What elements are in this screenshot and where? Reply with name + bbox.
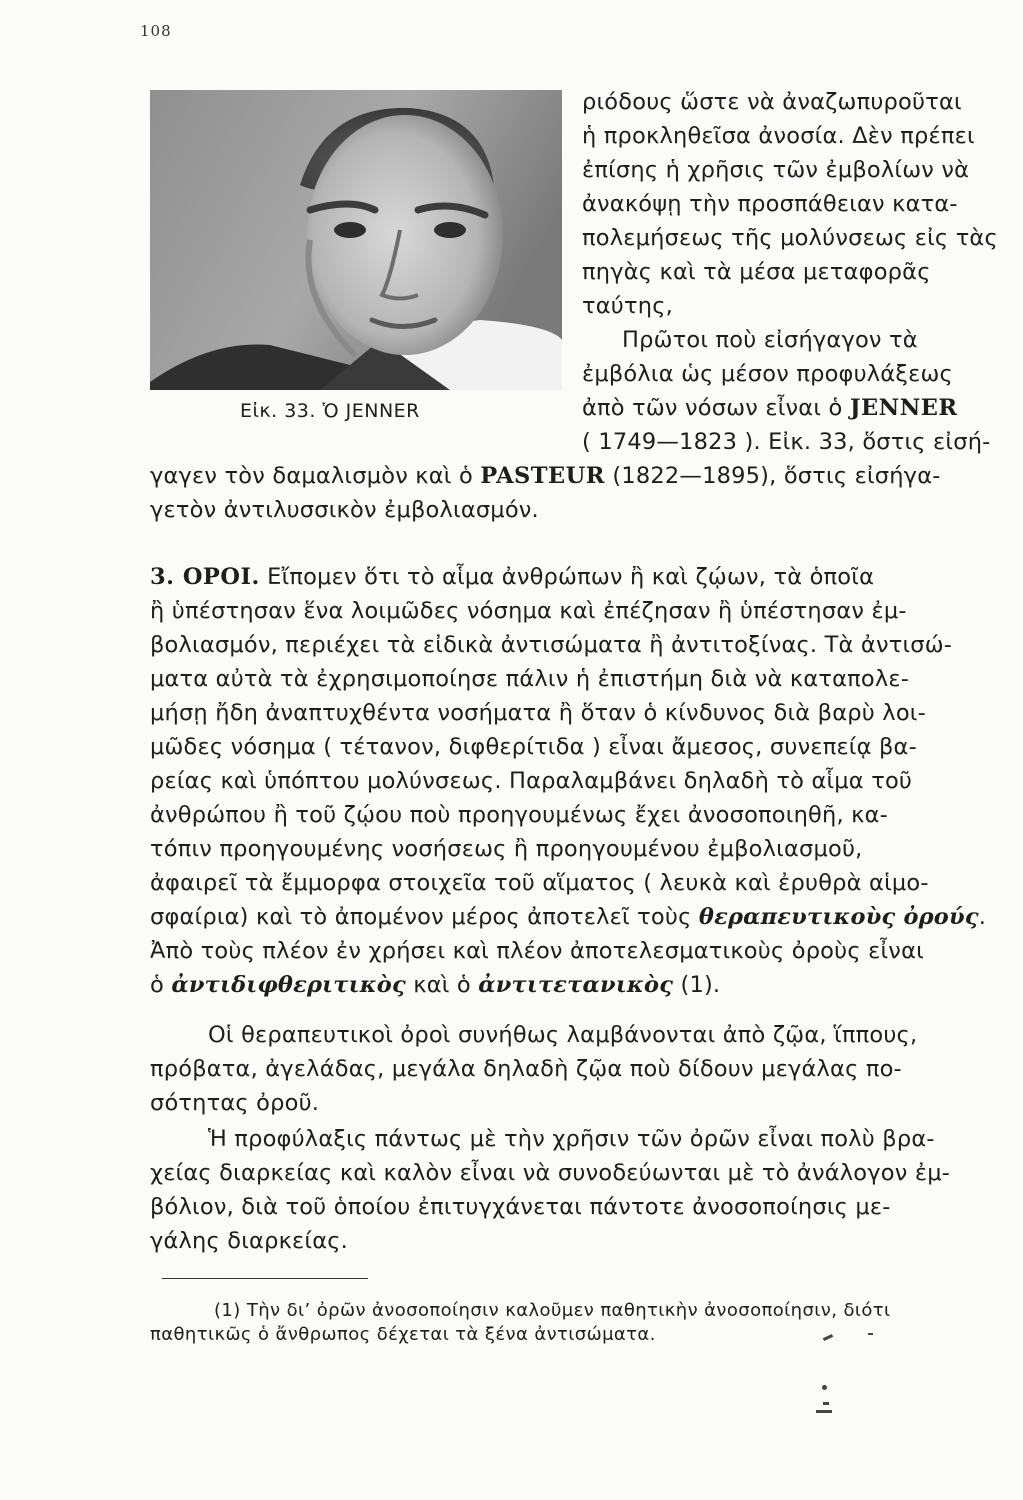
body-line: Ἀπὸ τοὺς πλέον ἐν χρήσει καὶ πλέον ἀποτελεσματικοὺς ὀροὺς εἶναι [150,938,924,964]
footnote-rule [162,1278,368,1279]
body-line [150,461,994,491]
text-run: (1). [673,972,721,998]
text-run: γαγεν τὸν δαμαλισμὸν καὶ ὁ [150,463,481,489]
text-run: Εἴπομεν ὅτι τὸ αἷμα ἀνθρώπων ἢ καὶ ζῴων, τὰ ὁποῖα [259,564,875,590]
body-line: ριόδους ὥστε νὰ ἀναζωπυροῦται [582,89,962,115]
body-line: τόπιν προηγουμένης νοσήσεως ἢ προηγουμένου ἐμβολιασμοῦ, [150,836,863,862]
text-run: ἀπὸ τῶν νόσων εἶναι ὁ [582,395,850,421]
body-line: ρείας καὶ ὑπόπτου μολύνσεως. Παραλαμβάνει δηλαδὴ τὸ αἷμα τοῦ [150,768,913,794]
body-line: βόλιον, διὰ τοῦ ὁποίου ἐπιτυγχάνεται πάντοτε ἀνοσοποίησις με- [150,1194,891,1220]
body-line: ἐμβόλια ὡς μέσον προφυλάξεως [582,361,953,387]
body-line: ἐπίσης ἡ χρῆσις τῶν ἐμβολίων νὰ [582,157,970,183]
body-line [150,902,994,932]
body-line: ἡ προκληθεῖσα ἀνοσία. Δὲν πρέπει [582,123,975,149]
portrait-image [150,90,562,390]
emphasis-term: ἀντιδιφθεριτικὸς [171,972,406,998]
body-line [150,970,994,1000]
section-heading-line [150,562,994,592]
body-line: πηγὰς καὶ τὰ μέσα μεταφορᾶς [582,259,931,285]
body-line [582,393,994,423]
paragraph-line: Οἱ θεραπευτικοὶ ὀροὶ συνήθως λαμβάνονται ἀπὸ ζῷα, ἵππους, [208,1022,918,1048]
person-name-jenner: JENNER [849,395,958,421]
body-line: ἀνακόψῃ τὴν προσπάθειαν κατα- [582,191,958,217]
print-speck [816,1410,832,1413]
body-line: ἢ ὑπέστησαν ἕνα λοιμῶδες νόσημα καὶ ἐπέζησαν ἢ ὑπέστησαν ἐμ- [150,598,907,624]
body-line: γετὸν ἀντιλυσσικὸν ἐμβολιασμόν. [150,497,539,523]
emphasis-term: ἀντιτετανικὸς [478,972,674,998]
text-run: (1822—1895), ὅστις εἰσήγα- [605,463,941,489]
body-line: ἀφαιρεῖ τὰ ἔμμορφα στοιχεῖα τοῦ αἵματος ( λευκὰ καὶ ἐρυθρὰ αἱμο- [150,870,929,896]
text-run: σφαίρια) καὶ τὸ ἀπομένον μέρος ἀποτελεῖ τοὺς [150,904,699,930]
section-heading: 3. ΟΡΟΙ. [150,564,260,590]
person-name-pasteur: PASTEUR [480,463,605,489]
body-line: ματα αὐτὰ τὰ ἐχρησιμοποίησε πάλιν ἡ ἐπιστήμη διὰ νὰ καταπολε- [150,666,910,692]
text-run: . [978,904,987,930]
body-line: ἀνθρώπου ἢ τοῦ ζῴου ποὺ προηγουμένως ἔχει ἀνοσοποιηθῆ, κα- [150,802,888,828]
print-speck [823,1334,833,1341]
body-line: ταύτης, [582,293,673,319]
page-number: 108 [140,22,172,40]
paragraph-line: Πρῶτοι ποὺ εἰσήγαγον τὰ [622,327,918,353]
footnote-line: παθητικῶς ὁ ἄνθρωπος δέχεται τὰ ξένα ἀντισώματα. [150,1324,656,1345]
print-speck [868,1333,873,1335]
emphasis-term: θεραπευτικοὺς ὀρούς [698,904,979,930]
text-run: ὁ [150,972,172,998]
portrait-drawing [150,90,562,390]
body-line: πρόβατα, ἀγελάδας, μεγάλα δηλαδὴ ζῷα ποὺ δίδουν μεγάλας πο- [150,1056,902,1082]
body-line: βολιασμόν, περιέχει τὰ εἰδικὰ ἀντισώματα ἢ ἀντιτοξίνας. Τὰ ἀντισώ- [150,632,953,658]
print-speck [823,1402,829,1405]
figure-caption: Εἰκ. 33. Ὁ JENNER [240,400,420,422]
print-speck [822,1385,827,1390]
body-line: σότητας ὀροῦ. [150,1090,320,1116]
body-line: πολεμήσεως τῆς μολύνσεως εἰς τὰς [582,225,998,251]
body-line: ( 1749—1823 ). Εἰκ. 33, ὅστις εἰσή- [582,429,991,455]
body-line: μήσῃ ἤδη ἀναπτυχθέντα νοσήματα ἢ ὅταν ὁ κίνδυνος διὰ βαρὺ λοι- [150,700,926,726]
body-line: γάλης διαρκείας. [150,1228,348,1254]
text-run: καὶ ὁ [405,972,479,998]
body-line: χείας διαρκείας καὶ καλὸν εἶναι νὰ συνοδεύωνται μὲ τὸ ἀνάλογον ἐμ- [150,1160,951,1186]
footnote-line: (1) Τὴν δι’ ὀρῶν ἀνοσοποίησιν καλοῦμεν παθητικὴν ἀνοσοποίησιν, διότι [214,1300,891,1321]
paragraph-line: Ἡ προφύλαξις πάντως μὲ τὴν χρῆσιν τῶν ὀρῶν εἶναι πολὺ βρα- [208,1126,935,1152]
body-line: μῶδες νόσημα ( τέτανον, διφθερίτιδα ) εἶναι ἄμεσος, συνεπείᾳ βα- [150,734,917,760]
